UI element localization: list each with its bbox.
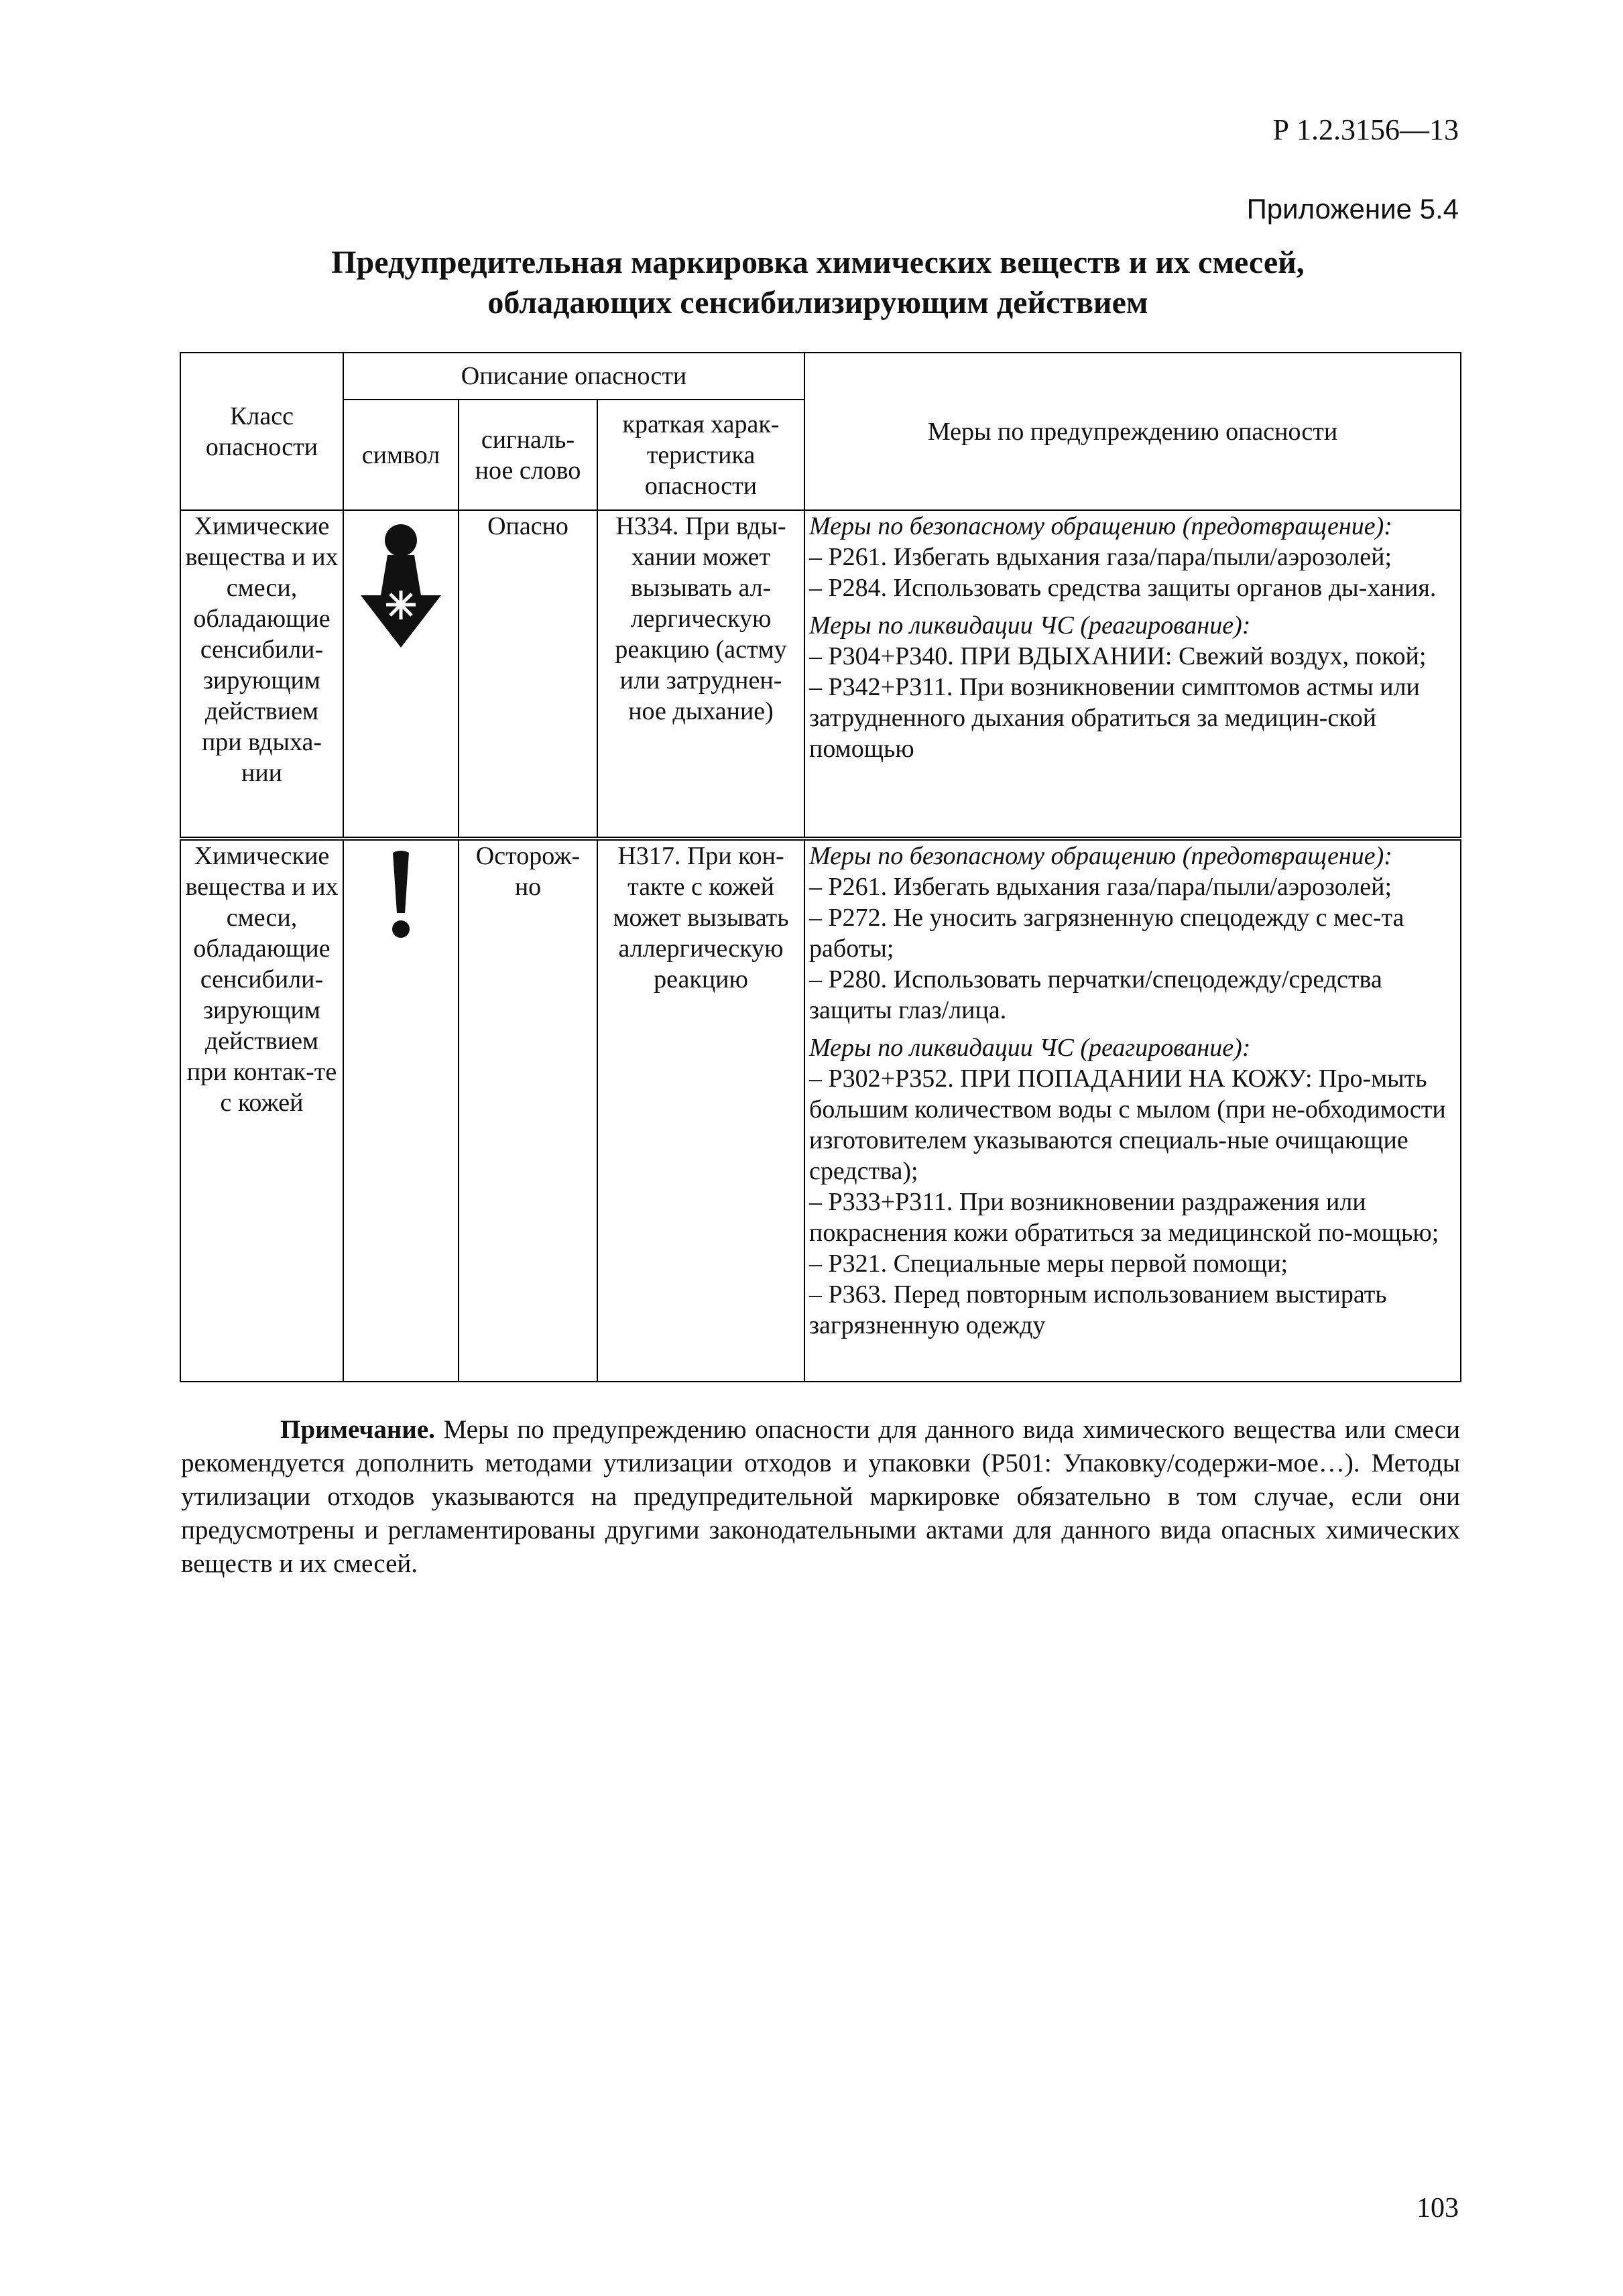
signal-word-cell: Опасно	[459, 510, 597, 839]
header-short-description: краткая харак-теристика опасности	[597, 400, 804, 510]
short-description-cell: H317. При кон-такте с кожей может вызывать аллергическую реакцию	[597, 839, 804, 1382]
list-item: – P363. Перед повторным использованием выстирать загрязненную одежду	[809, 1280, 1387, 1339]
response-title: Меры по ликвидации ЧС (реагирование):	[809, 611, 1251, 640]
measures-cell	[804, 839, 1461, 1382]
header-measures: Меры по предупреждению опасности	[804, 353, 1461, 510]
table-row	[180, 510, 1461, 839]
list-item: – P261. Избегать вдыхания газа/пара/пыли/аэрозолей;	[809, 543, 1392, 571]
list-item: – P280. Использовать перчатки/спецодежду/средства защиты глаз/лица.	[809, 965, 1382, 1024]
symbol-cell	[343, 839, 459, 1382]
response-title: Меры по ликвидации ЧС (реагирование):	[809, 1034, 1251, 1062]
prevention-title: Меры по безопасному обращению (предотвращение):	[809, 512, 1392, 540]
title-line-2: обладающих сенсибилизирующим действием	[487, 285, 1148, 320]
list-item: – P284. Использовать средства защиты органов ды-хания.	[809, 574, 1437, 602]
exclamation-mark-icon	[381, 847, 421, 941]
note-text: Меры по предупреждению опасности для данного вида химического вещества или смеси рекомендуется дополнить методами утилизации отходов и упаковки (P501: Упаковку/содержи-мое…). Методы утилизации отходов указываются на предупредительной маркировке обязательно в том случае, если они предусмотрены и регламентированы другими законодательными актами для данного вида опасных химических веществ и их смесей.	[181, 1415, 1460, 1578]
hazard-table	[180, 352, 1461, 1382]
appendix-label: Приложение 5.4	[1246, 193, 1459, 225]
list-item: – P342+P311. При возникновении симптомов астмы или затрудненного дыхания обратиться за медицин-ской помощью	[809, 673, 1420, 763]
hazard-class-cell: Химические вещества и их смеси, обладающие сенсибили-зирующим действием при контак-те с кожей	[180, 839, 343, 1382]
list-item: – P304+P340. ПРИ ВДЫХАНИИ: Свежий воздух, покой;	[809, 642, 1427, 670]
list-item: – P272. Не уносить загрязненную спецодежду с мес-та работы;	[809, 904, 1404, 963]
page-number: 103	[1417, 2193, 1459, 2224]
health-hazard-icon	[354, 520, 448, 654]
signal-word-cell: Осторож-но	[459, 839, 597, 1382]
prevention-title: Меры по безопасному обращению (предотвращение):	[809, 842, 1392, 870]
header-hazard-class: Класс опасности	[180, 353, 343, 510]
measures-cell	[804, 510, 1461, 839]
list-item: – P302+P352. ПРИ ПОПАДАНИИ НА КОЖУ: Про-мыть большим количеством воды с мылом (при не-обходимости изготовителем указываются специаль-ные очищающие средства);	[809, 1065, 1446, 1185]
document-code: Р 1.2.3156—13	[1272, 113, 1459, 146]
page-title	[181, 243, 1455, 323]
header-hazard-description: Описание опасности	[343, 353, 804, 400]
list-item: – P333+P311. При возникновении раздражения или покраснения кожи обратиться за медицинской по-мощью;	[809, 1188, 1439, 1247]
header-signal-word: сигналь-ное слово	[459, 400, 597, 510]
title-line-1: Предупредительная маркировка химических веществ и их смесей,	[331, 245, 1305, 280]
note-paragraph	[181, 1413, 1460, 1581]
list-item: – P261. Избегать вдыхания газа/пара/пыли/аэрозолей;	[809, 873, 1392, 901]
list-item: – P321. Специальные меры первой помощи;	[809, 1250, 1288, 1278]
note-label: Примечание.	[280, 1415, 435, 1444]
table-row	[180, 839, 1461, 1382]
hazard-class-cell: Химические вещества и их смеси, обладающие сенсибили-зирующим действием при вдыха-нии	[180, 510, 343, 839]
header-symbol: символ	[343, 400, 459, 510]
symbol-cell	[343, 510, 459, 839]
short-description-cell: H334. При вды-хании может вызывать ал-лергическую реакцию (астму или затруднен-ное дыхание)	[597, 510, 804, 839]
